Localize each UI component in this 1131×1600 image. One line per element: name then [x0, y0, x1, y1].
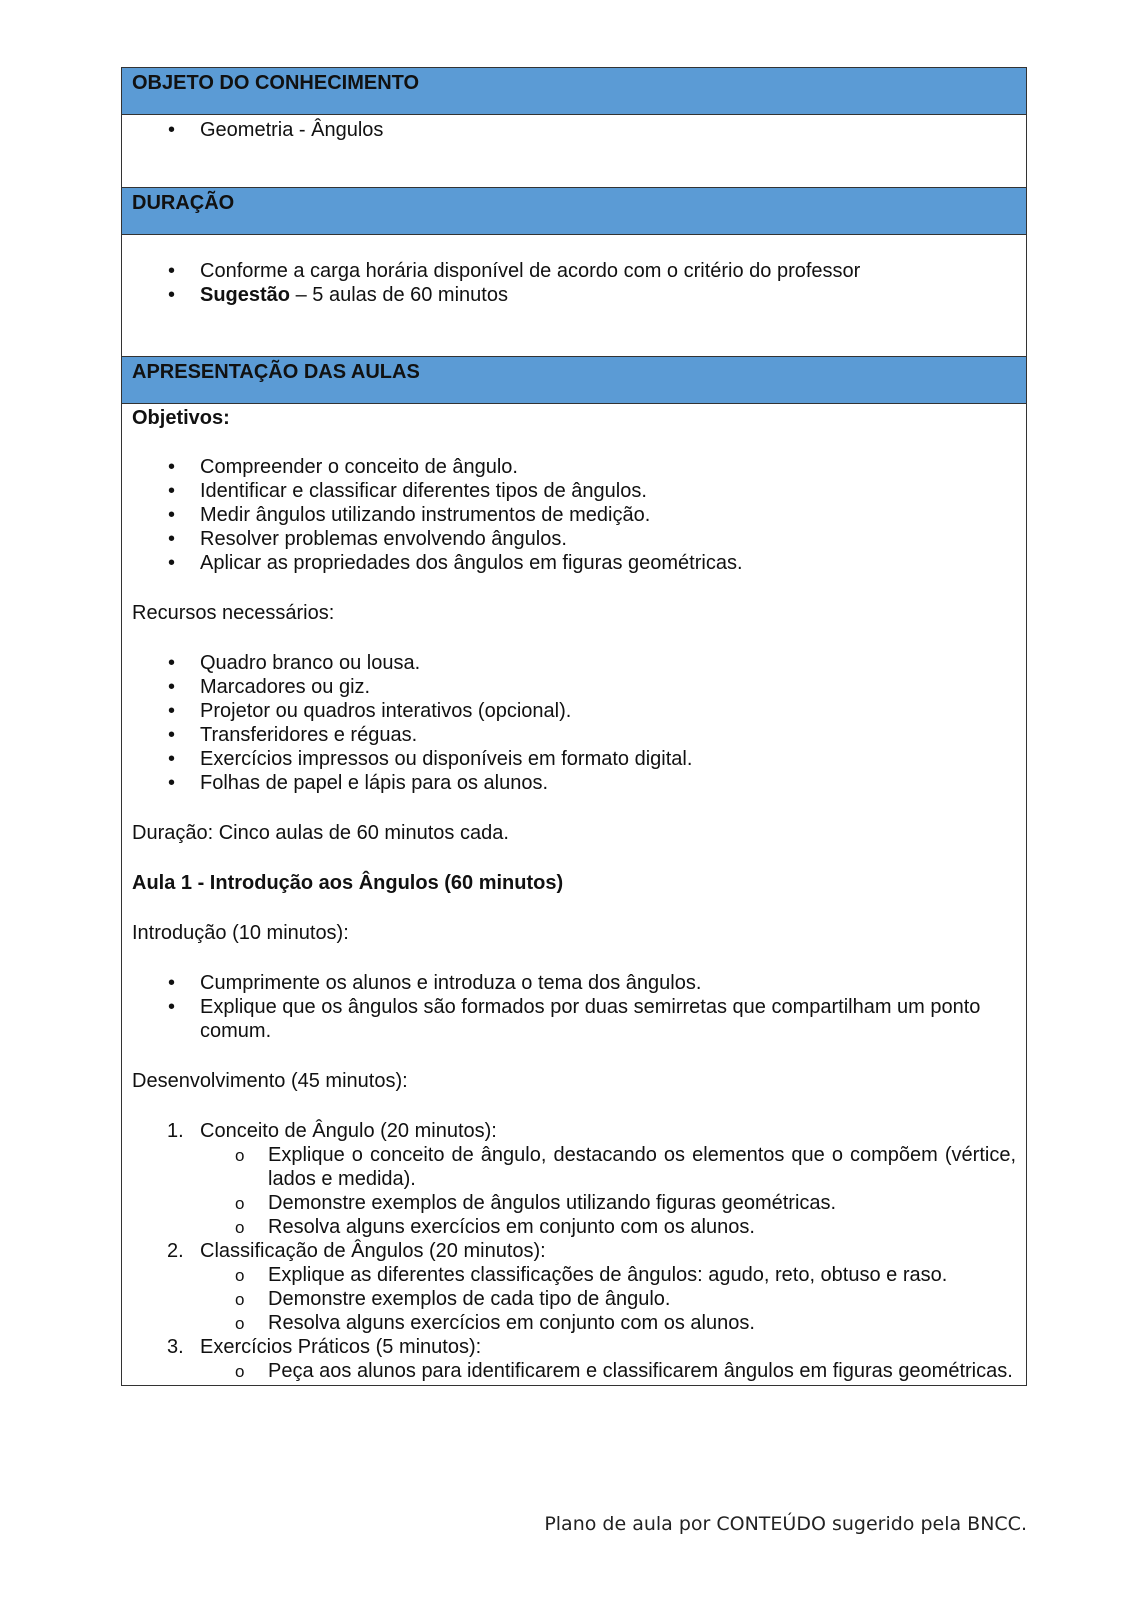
sub-item: o Explique o conceito de ângulo, destacando os elementos que o compõem (vértice, lados e medida). [200, 1143, 1016, 1191]
list-item: • Conforme a carga horária disponível de acordo com o critério do professor [122, 259, 1026, 283]
recursos-label: Recursos necessários: [132, 602, 335, 624]
desenvolvimento-label: Desenvolvimento (45 minutos): [132, 1070, 408, 1092]
list-item: • Aplicar as propriedades dos ângulos em figuras geométricas. [122, 551, 1026, 575]
list-item: • Exercícios impressos ou disponíveis em formato digital. [122, 747, 1026, 771]
lesson-plan-table [121, 67, 1027, 1386]
list-item: • Marcadores ou giz. [122, 675, 1026, 699]
sub-item: o Demonstre exemplos de ângulos utilizando figuras geométricas. [200, 1191, 1016, 1215]
list-item [122, 283, 1026, 307]
objetivos-label: Objetivos: [132, 407, 230, 429]
list-item: • Explique que os ângulos são formados por duas semirretas que compartilham um ponto comum. [122, 995, 1026, 1043]
introducao-list [122, 971, 1026, 1043]
sub-item: o Explique as diferentes classificações de ângulos: agudo, reto, obtuso e raso. [200, 1263, 1016, 1287]
section-header-duracao: DURAÇÃO [122, 188, 1026, 235]
sub-item: o Demonstre exemplos de cada tipo de ângulo. [200, 1287, 1016, 1311]
list-item: • Compreender o conceito de ângulo. [122, 455, 1026, 479]
list-item: • Quadro branco ou lousa. [122, 651, 1026, 675]
list-item: • Cumprimente os alunos e introduza o tema dos ângulos. [122, 971, 1026, 995]
recursos-list [122, 651, 1026, 795]
numbered-item [122, 1119, 1026, 1239]
sugestao-text: – 5 aulas de 60 minutos [290, 284, 508, 306]
sub-item: o Resolva alguns exercícios em conjunto com os alunos. [200, 1311, 1016, 1335]
duracao-text: Duração: Cinco aulas de 60 minutos cada. [132, 822, 509, 844]
section-header-objeto: OBJETO DO CONHECIMENTO [122, 68, 1026, 115]
list-item: • Geometria - Ângulos [122, 118, 1026, 142]
item-number: 1. [167, 1120, 184, 1142]
sub-item: o Resolva alguns exercícios em conjunto com os alunos. [200, 1215, 1016, 1239]
list-item: • Medir ângulos utilizando instrumentos de medição. [122, 503, 1026, 527]
item-number: 2. [167, 1240, 184, 1262]
item-number: 3. [167, 1336, 184, 1358]
numbered-item [122, 1239, 1026, 1335]
sugestao-label: Sugestão [200, 284, 291, 306]
section-body-objeto [122, 115, 1026, 188]
item-title: Exercícios Práticos (5 minutos): [200, 1336, 482, 1358]
section-body-apresentacao [122, 404, 1026, 1385]
sub-item: o Peça aos alunos para identificarem e classificarem ângulos em figuras geométricas. [200, 1359, 1016, 1383]
list-item: • Identificar e classificar diferentes tipos de ângulos. [122, 479, 1026, 503]
list-item: • Resolver problemas envolvendo ângulos. [122, 527, 1026, 551]
section-body-duracao [122, 235, 1026, 357]
numbered-item [122, 1335, 1026, 1383]
item-title: Conceito de Ângulo (20 minutos): [200, 1120, 497, 1142]
page-footer: Plano de aula por CONTEÚDO sugerido pela BNCC. [544, 1513, 1027, 1535]
item-title: Classificação de Ângulos (20 minutos): [200, 1240, 546, 1262]
list-item: • Folhas de papel e lápis para os alunos. [122, 771, 1026, 795]
list-item: • Transferidores e réguas. [122, 723, 1026, 747]
list-item: • Projetor ou quadros interativos (opcional). [122, 699, 1026, 723]
desenvolvimento-list [122, 1119, 1026, 1383]
objetivos-list [122, 455, 1026, 575]
aula1-title: Aula 1 - Introdução aos Ângulos (60 minutos) [132, 872, 564, 894]
section-header-apresentacao: APRESENTAÇÃO DAS AULAS [122, 357, 1026, 404]
introducao-label: Introdução (10 minutos): [132, 922, 349, 944]
